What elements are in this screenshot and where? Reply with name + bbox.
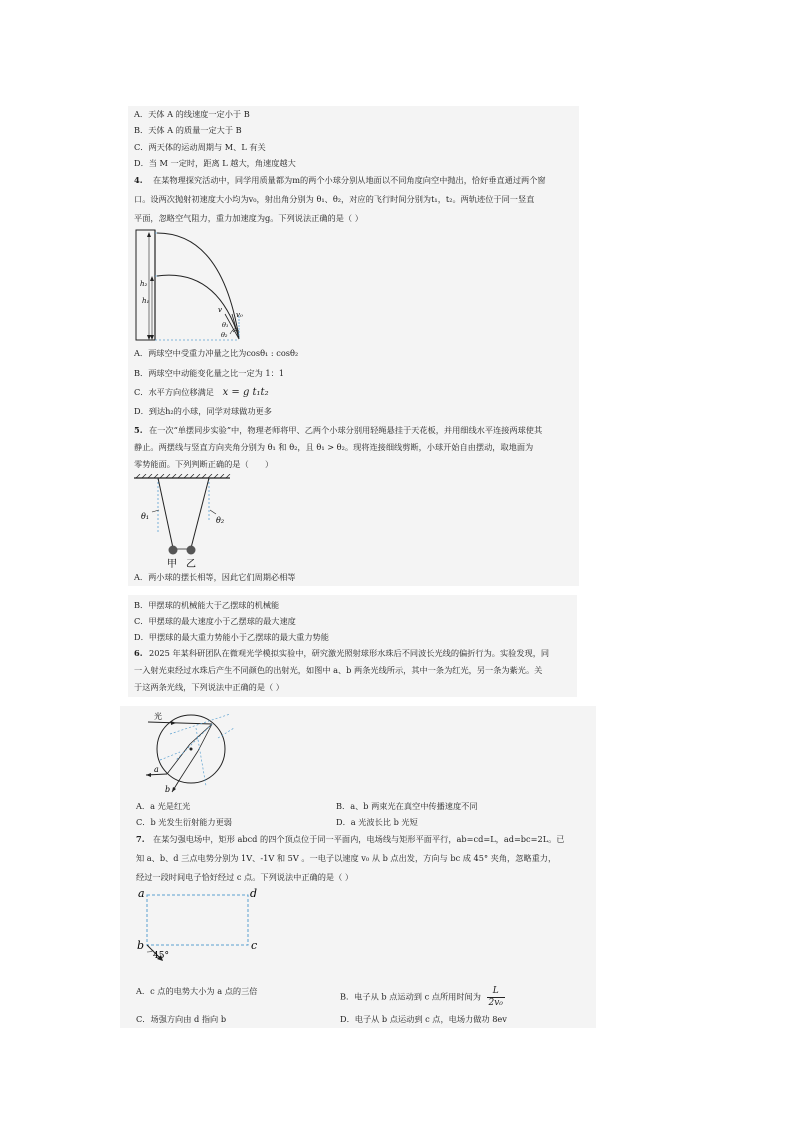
q5-ball-jia bbox=[169, 546, 178, 555]
q5-label-theta2: θ₂ bbox=[216, 516, 225, 525]
q4-label-h1: h₁ bbox=[142, 297, 150, 305]
q5-ball-yi bbox=[187, 546, 196, 555]
q5-option-d: D．甲摆球的最大重力势能小于乙摆球的最大重力势能 bbox=[134, 632, 329, 642]
q6-label-light: 光 bbox=[154, 712, 162, 721]
q6-stem-line3: 于这两条光线，下列说法中正确的是（ ） bbox=[134, 682, 284, 692]
q6-incident-ray bbox=[148, 722, 212, 724]
q6-droplet-figure bbox=[140, 708, 238, 796]
q7-option-b bbox=[340, 986, 505, 1009]
q4-projectile-figure bbox=[132, 228, 252, 346]
q5-stem-line1: 在一次“单摆同步实验”中，物理老师将甲、乙两个小球分别用轻绳悬挂于天花板，并用细线水平连接两球使其 bbox=[149, 425, 543, 435]
q4-label-v0: v₀ bbox=[236, 311, 243, 319]
q5-number: 5. bbox=[134, 425, 143, 435]
q7-stem-line1: 在某匀强电场中，矩形 abcd 的四个顶点位于同一平面内，电场线与矩形平面平行，ab=cd=L，ad=bc=2L。已 bbox=[153, 834, 565, 844]
q3-option-c: C．两天体的运动周期与 M、L 有关 bbox=[134, 142, 266, 152]
q7-option-b-prefix: B．电子从 b 点运动到 c 点所用时间为 bbox=[340, 991, 481, 1002]
q6-label-b: b bbox=[165, 785, 171, 794]
q6-stem-line2: 一入射光束经过水珠后产生不同颜色的出射光，如图中 a、b 两条光线所示，其中一条为红光，另一条为紫光。关 bbox=[134, 665, 543, 675]
q5-pendulum-figure bbox=[132, 474, 234, 570]
q4-label-theta1: θ₁ bbox=[222, 321, 229, 329]
q6-option-d: D．a 光波长比 b 光短 bbox=[336, 817, 418, 827]
q5-option-b: B．甲摆球的机械能大于乙摆球的机械能 bbox=[134, 600, 280, 610]
q5-label-theta1: θ₁ bbox=[141, 512, 150, 521]
q4-stem-line3: 平面，忽略空气阻力，重力加速度为g。下列说法正确的是（ ） bbox=[134, 213, 363, 223]
q6-number: 6. bbox=[134, 648, 143, 658]
q5-option-a: A．两小球的摆长相等，因此它们周期必相等 bbox=[134, 572, 296, 582]
q7-label-c: c bbox=[251, 939, 258, 952]
q7-number: 7. bbox=[136, 834, 145, 844]
q5-stem-line2: 静止。两摆线与竖直方向夹角分别为 θ₁ 和 θ₂，且 θ₁ > θ₂。现将连接细线剪断，小球开始自由摆动，取地面为 bbox=[134, 442, 534, 452]
q7-label-angle: 45° bbox=[153, 951, 169, 961]
q3-option-b: B．天体 A 的质量一定大于 B bbox=[134, 125, 242, 135]
q4-stem-line2: 口。设两次抛射初速度大小均为v₀，射出角分别为 θ₁、θ₂，对应的飞行时间分别为t₁，t₂。两轨迹位于同一竖直 bbox=[134, 194, 535, 204]
q4-option-a: A．两球空中受重力冲量之比为cosθ₁ : cosθ₂ bbox=[134, 348, 299, 358]
q6-option-b: B．a、b 两束光在真空中传播速度不同 bbox=[336, 801, 478, 811]
q6-label-a: a bbox=[154, 765, 159, 774]
q5-string-jia bbox=[158, 478, 173, 548]
q7-label-d: d bbox=[250, 887, 258, 900]
q4-option-c-prefix: C．水平方向位移满足 bbox=[134, 387, 214, 397]
q7-label-b: b bbox=[137, 939, 145, 952]
q7-stem-line2: 知 a、b、d 三点电势分别为 1V、-1V 和 5V 。一电子以速度 v₀ 从 b 点出发，方向与 bc 成 45° 夹角，忽略重力， bbox=[136, 853, 557, 863]
q5-option-c: C．甲摆球的最大速度小于乙摆球的最大速度 bbox=[134, 616, 296, 626]
q6-option-a: A．a 光是红光 bbox=[136, 801, 191, 811]
q7-option-a: A．c 点的电势大小为 a 点的三倍 bbox=[136, 986, 258, 996]
q4-option-b: B．两球空中动能变化量之比一定为 1：1 bbox=[134, 368, 285, 378]
q4-label-h2: h₂ bbox=[140, 280, 148, 288]
q4-number: 4. bbox=[134, 175, 143, 185]
q7-option-b-denominator: 2v₀ bbox=[488, 998, 503, 1008]
q7-option-c: C．场强方向由 d 指向 b bbox=[136, 1014, 227, 1024]
q7-label-a: a bbox=[138, 887, 145, 900]
q6-stem-line1: 2025 年某科研团队在微观光学模拟实验中，研究激光照射球形水珠后不同波长光线的偏折行为。实验发现，同 bbox=[149, 648, 550, 658]
q4-label-v: v bbox=[218, 306, 222, 314]
q4-option-c bbox=[134, 387, 269, 398]
q3-option-d: D．当 M 一定时，距离 L 越大，角速度越大 bbox=[134, 158, 296, 168]
q6-option-c: C．b 光发生衍射能力更弱 bbox=[136, 817, 232, 827]
q5-string-yi bbox=[191, 478, 209, 548]
q7-option-d: D．电子从 b 点运动到 c 点，电场力做功 8ev bbox=[340, 1014, 507, 1024]
q7-rectangle-figure bbox=[134, 884, 266, 964]
q4-label-theta2: θ₂ bbox=[221, 331, 228, 339]
q4-stem-line1: 在某物理探究活动中，同学用质量都为m的两个小球分别从地面以不同角度向空中抛出，恰好垂直通过两个窗 bbox=[153, 175, 546, 185]
q3-option-a: A．天体 A 的线速度一定小于 B bbox=[134, 109, 250, 119]
q4-option-d: D．到达h₂的小球，同学对球做功更多 bbox=[134, 406, 272, 416]
q5-stem-line3: 零势能面。下列判断正确的是（ ） bbox=[134, 459, 274, 469]
q5-label-jia: 甲 bbox=[167, 559, 177, 570]
q7-option-b-fraction bbox=[487, 986, 505, 1009]
q7-rectangle-abcd bbox=[147, 895, 248, 945]
q7-option-b-numerator: L bbox=[487, 986, 505, 998]
q4-option-c-formula: x = g t₁t₂ bbox=[222, 387, 269, 398]
q7-stem-line3: 经过一段时间电子恰好经过 c 点。下列说法中正确的是（ ） bbox=[136, 872, 354, 882]
q5-label-yi: 乙 bbox=[186, 559, 196, 570]
